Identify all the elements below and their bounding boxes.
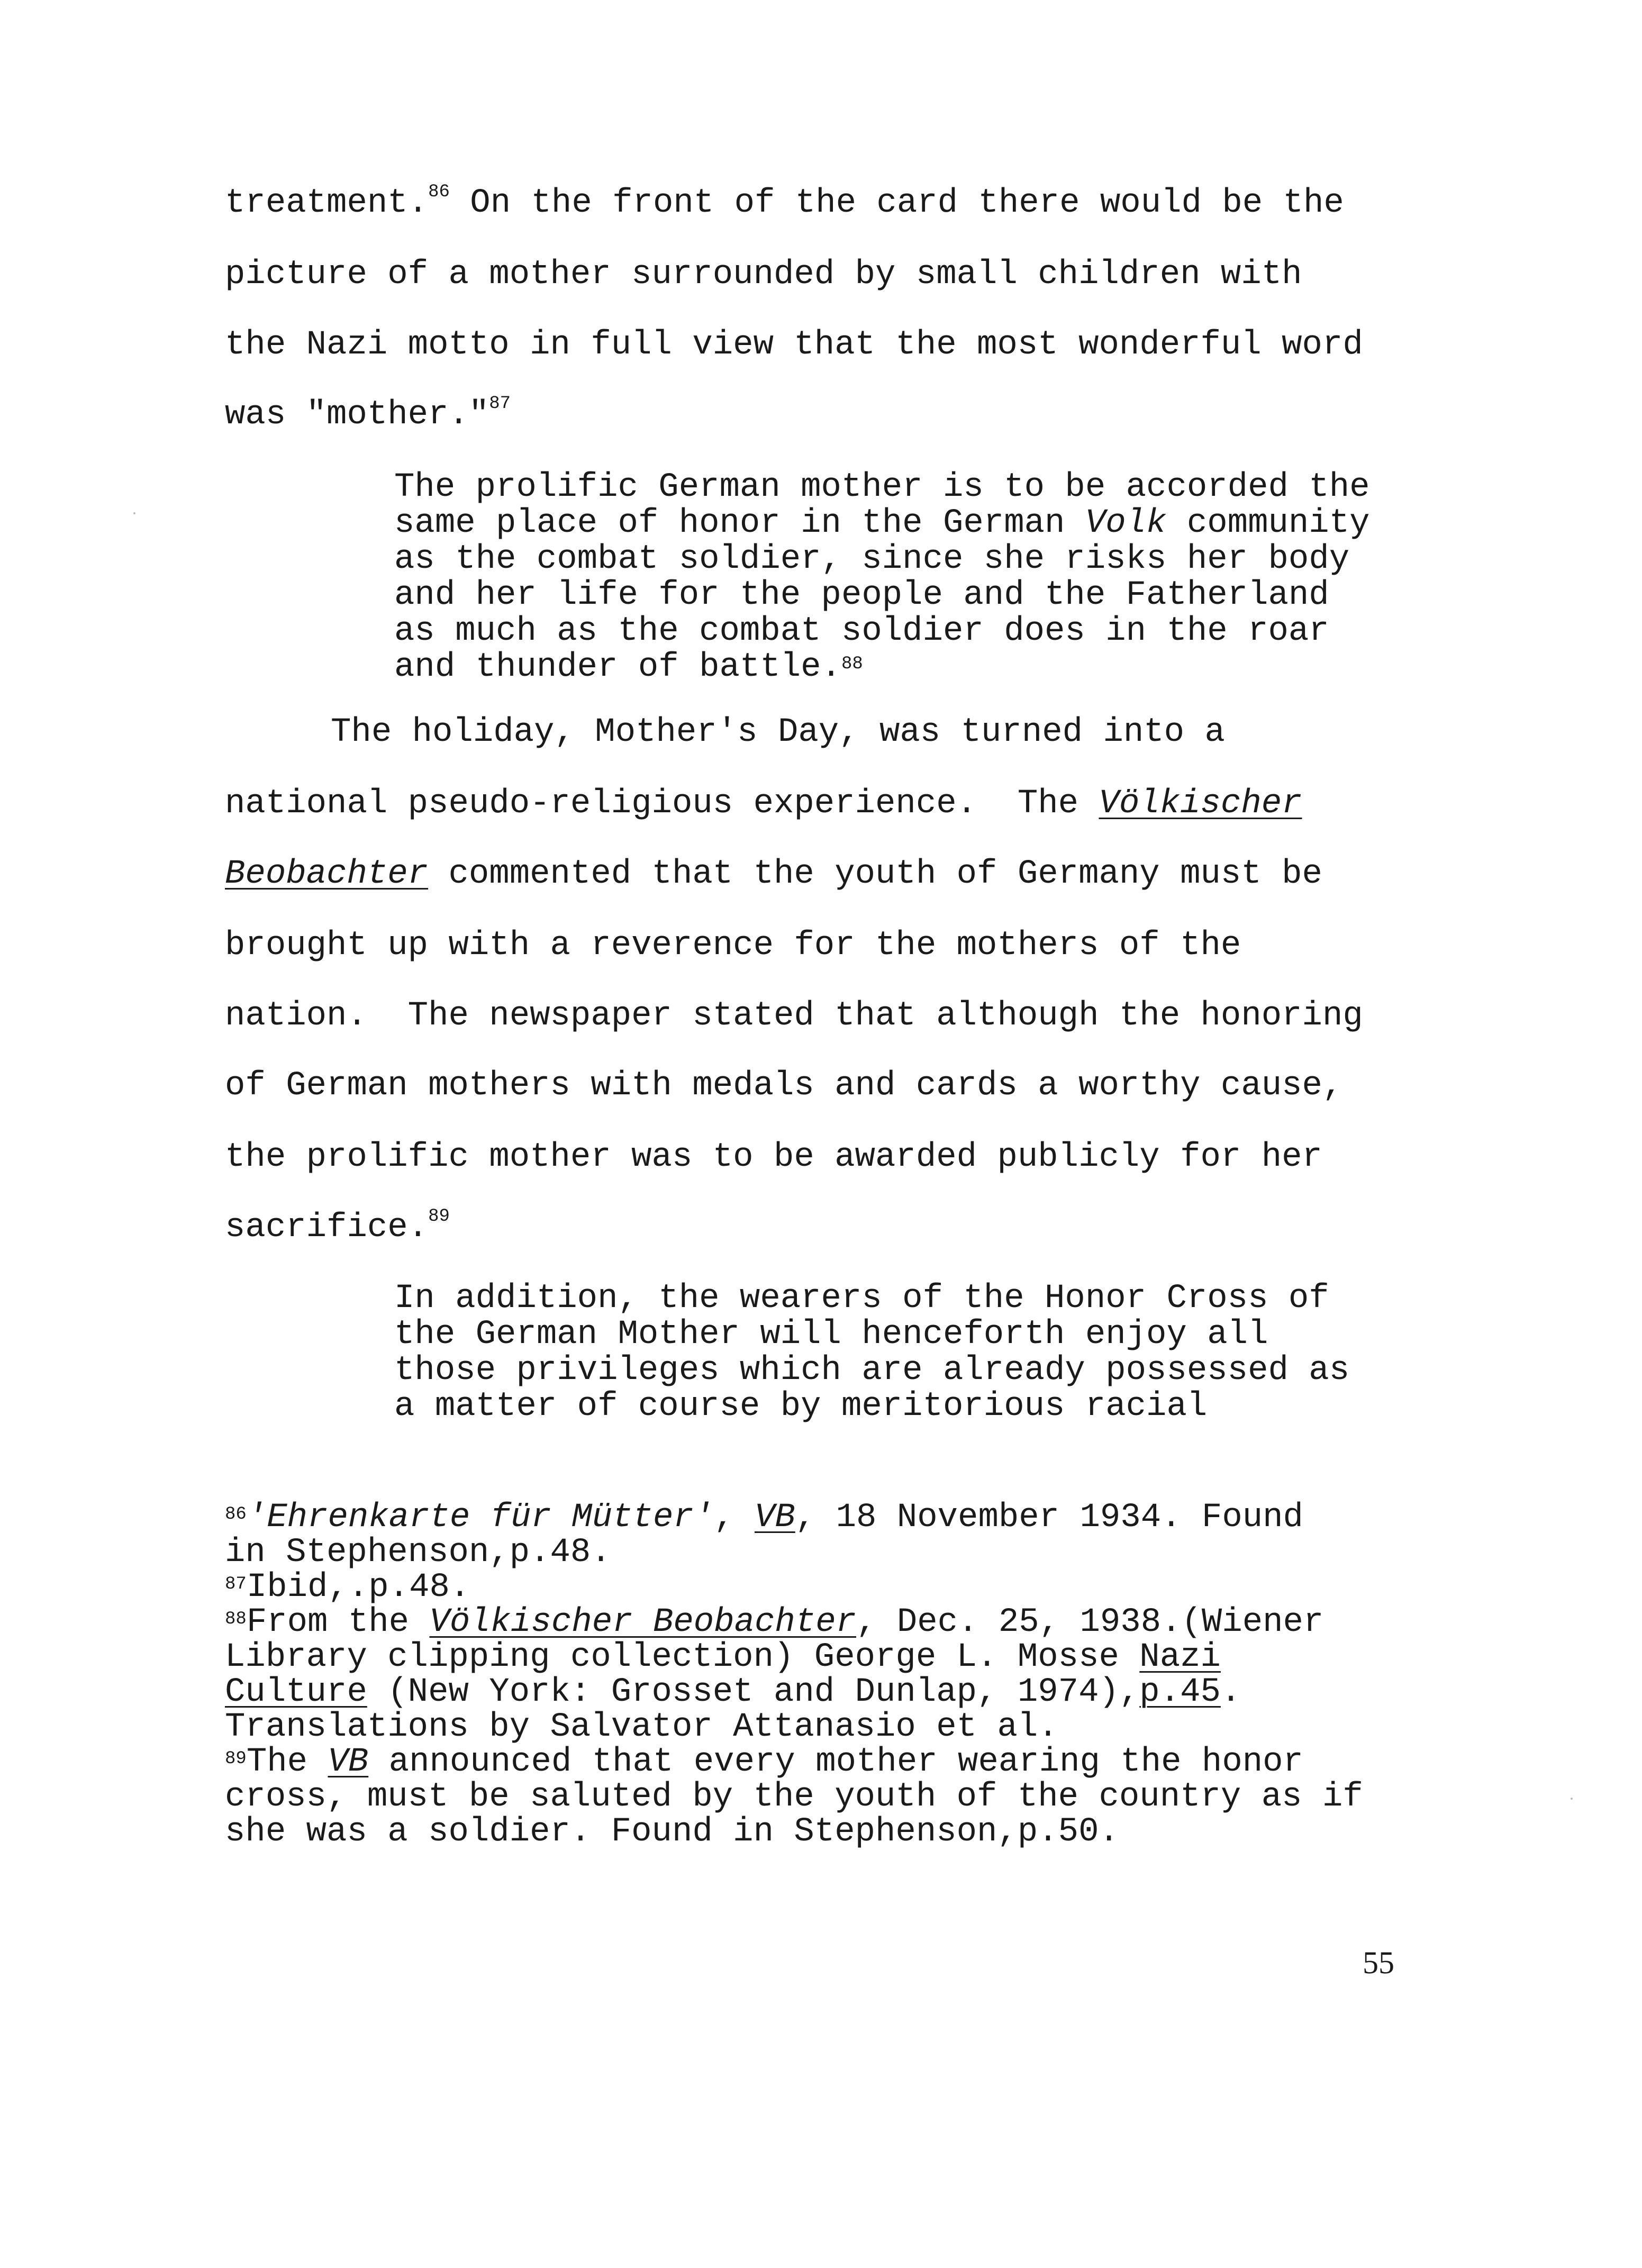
footnote-line	[225, 1675, 1363, 1710]
footnote-text: (New York: Grosset and Dunlap, 1974),	[367, 1673, 1140, 1711]
footnote-86	[225, 1500, 1363, 1535]
body-line	[225, 857, 1322, 891]
italic-term: Volk	[1085, 504, 1167, 542]
book-title: Nazi	[1139, 1638, 1221, 1676]
body-text: sacrifice.	[225, 1209, 429, 1247]
footnote-title: 'Ehrenkarte für Mütter'	[246, 1499, 714, 1537]
footnote-line: cross, must be saluted by the youth of the country as if	[225, 1778, 1363, 1816]
footnote-89	[225, 1745, 1363, 1780]
footnote-text: Library clipping collection) George L. Mosse	[225, 1638, 1140, 1676]
quote-text: same place of honor in the German	[394, 504, 1085, 542]
footnote-88	[225, 1605, 1363, 1640]
quote-text: and thunder of battle.	[394, 648, 841, 686]
body-text: On the front of the card there would be the	[449, 184, 1344, 222]
body-line	[225, 394, 511, 434]
footnote-ref: 88	[841, 654, 863, 674]
book-title: Culture	[225, 1673, 367, 1711]
footnote-line	[225, 1640, 1363, 1675]
quote-line: a matter of course by meritorious racial	[394, 1387, 1208, 1426]
footnote-text: The	[246, 1743, 328, 1781]
scan-speck	[133, 512, 135, 514]
body-line: of German mothers with medals and cards a worthy cause,	[225, 1067, 1343, 1105]
block-quote	[394, 1281, 1453, 1425]
footnote-text: , 18 November 1934. Found	[795, 1499, 1303, 1537]
footnote-line: in Stephenson,p.48.	[225, 1534, 611, 1572]
newspaper-title: Völkischer Beobachter	[429, 1603, 856, 1641]
page-number: 55	[1363, 1945, 1394, 1980]
footnote-number: 86	[225, 1504, 247, 1525]
block-quote	[394, 469, 1453, 685]
body-text: was "mother."	[225, 396, 489, 434]
footnote-text: announced that every mother wearing the honor	[368, 1743, 1303, 1781]
body-text: national pseudo-religious experience. The	[225, 785, 1099, 823]
footnote-text: .	[1220, 1673, 1241, 1711]
body-line: the Nazi motto in full view that the most wonderful word	[225, 326, 1363, 364]
footnote-line: she was a soldier. Found in Stephenson,p.50.	[225, 1813, 1119, 1851]
abbreviation-vb: VB	[754, 1499, 795, 1537]
footnote-text: Ibid,.p.48.	[246, 1568, 470, 1607]
newspaper-title: Beobachter	[225, 855, 429, 893]
body-text: commented that the youth of Germany must be	[428, 855, 1322, 893]
footnote-number: 87	[225, 1574, 247, 1594]
quote-line	[394, 505, 1453, 541]
quote-line: and her life for the people and the Fatherland	[394, 576, 1329, 614]
body-line: brought up with a reverence for the mothers of the	[225, 927, 1241, 965]
footnote-number: 89	[225, 1749, 247, 1769]
body-line: nation. The newspaper stated that although the honoring	[225, 997, 1363, 1035]
footnote-text: , Dec. 25, 1938.(Wiener	[856, 1603, 1324, 1641]
quote-line: those privileges which are already possessed as	[394, 1351, 1350, 1390]
footnote-ref: 87	[489, 394, 511, 414]
quote-line: The prolific German mother is to be accorded the	[394, 468, 1370, 506]
footnote-text: From the	[246, 1603, 430, 1641]
footnote-87	[225, 1570, 1363, 1605]
body-line	[225, 787, 1302, 821]
quote-line	[394, 649, 1453, 685]
quote-line: as much as the combat soldier does in the roar	[394, 612, 1329, 650]
body-line	[225, 1206, 450, 1247]
page-reference: p.45	[1139, 1673, 1221, 1711]
footnote-ref: 89	[428, 1206, 450, 1227]
footnotes	[225, 1500, 1363, 1849]
quote-line: as the combat soldier, since she risks her body	[394, 540, 1350, 578]
body-text: treatment.	[225, 184, 429, 222]
footnote-text: ,	[714, 1499, 755, 1537]
body-line: the prolific mother was to be awarded publicly for her	[225, 1138, 1322, 1176]
scan-speck	[1571, 1798, 1573, 1800]
footnote-line: Translations by Salvator Attanasio et al.	[225, 1708, 1058, 1746]
footnote-number: 88	[225, 1609, 247, 1629]
body-line: The holiday, Mother's Day, was turned into a	[331, 713, 1225, 751]
abbreviation-vb: VB	[328, 1743, 369, 1781]
newspaper-title: Völkischer	[1099, 785, 1302, 823]
quote-line: In addition, the wearers of the Honor Cross of	[394, 1280, 1329, 1318]
body-line	[225, 182, 1344, 222]
footnote-ref: 86	[428, 182, 450, 202]
quote-line: the German Mother will henceforth enjoy all	[394, 1316, 1268, 1354]
quote-text: community	[1166, 504, 1370, 542]
body-line: picture of a mother surrounded by small children with	[225, 256, 1302, 294]
